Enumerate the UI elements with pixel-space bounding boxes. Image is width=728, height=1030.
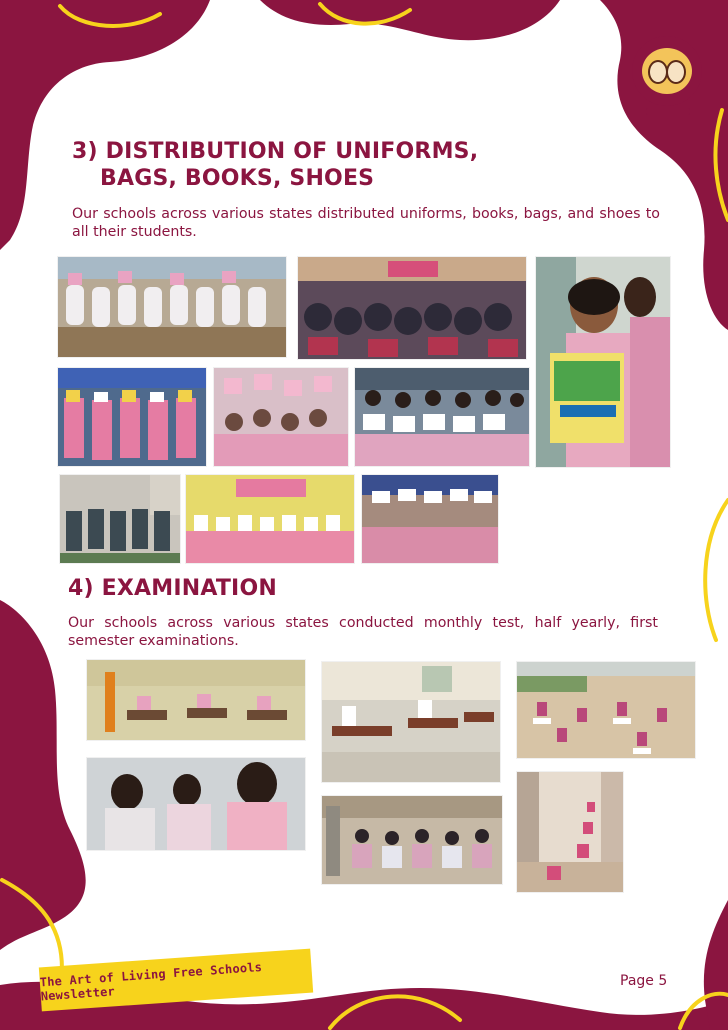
school-logo-icon bbox=[632, 36, 702, 106]
section-title-line-1: 3) DISTRIBUTION OF UNIFORMS, bbox=[72, 139, 479, 164]
section-title-distribution bbox=[72, 138, 478, 192]
photo-exam-outdoor bbox=[517, 662, 695, 758]
newsletter-title: The Art of Living Free Schools Newsletter bbox=[39, 959, 263, 1004]
photo-books-group-1 bbox=[58, 368, 206, 466]
photo-books-group-2 bbox=[214, 368, 348, 466]
photo-books-group-3 bbox=[355, 368, 529, 466]
photo-exam-girls-writing bbox=[87, 758, 305, 850]
photo-shoes-distribution bbox=[60, 475, 180, 563]
photo-exam-classroom-3 bbox=[322, 796, 502, 884]
page-number: Page 5 bbox=[620, 973, 668, 989]
photo-bags-distribution bbox=[298, 257, 526, 359]
photo-exam-classroom-1 bbox=[87, 660, 305, 740]
logo-faces bbox=[642, 48, 692, 94]
photo-exam-classroom-2 bbox=[322, 662, 500, 782]
photo-books-group-4 bbox=[362, 475, 498, 563]
section-title-examination: 4) EXAMINATION bbox=[68, 576, 277, 601]
photo-exam-corridor bbox=[517, 772, 623, 892]
section-title-line-2: BAGS, BOOKS, SHOES bbox=[100, 166, 375, 191]
photo-uniform-distribution-1 bbox=[58, 257, 286, 357]
section-text-examination: Our schools across various states conducted monthly test, half yearly, first semester examinations. bbox=[68, 615, 658, 649]
section-text-distribution: Our schools across various states distributed uniforms, books, bags, and shoes to all their students. bbox=[72, 206, 660, 240]
logo-tagline-bar bbox=[646, 108, 690, 115]
photo-girl-with-book bbox=[536, 257, 670, 467]
photo-kids-classroom bbox=[186, 475, 354, 563]
